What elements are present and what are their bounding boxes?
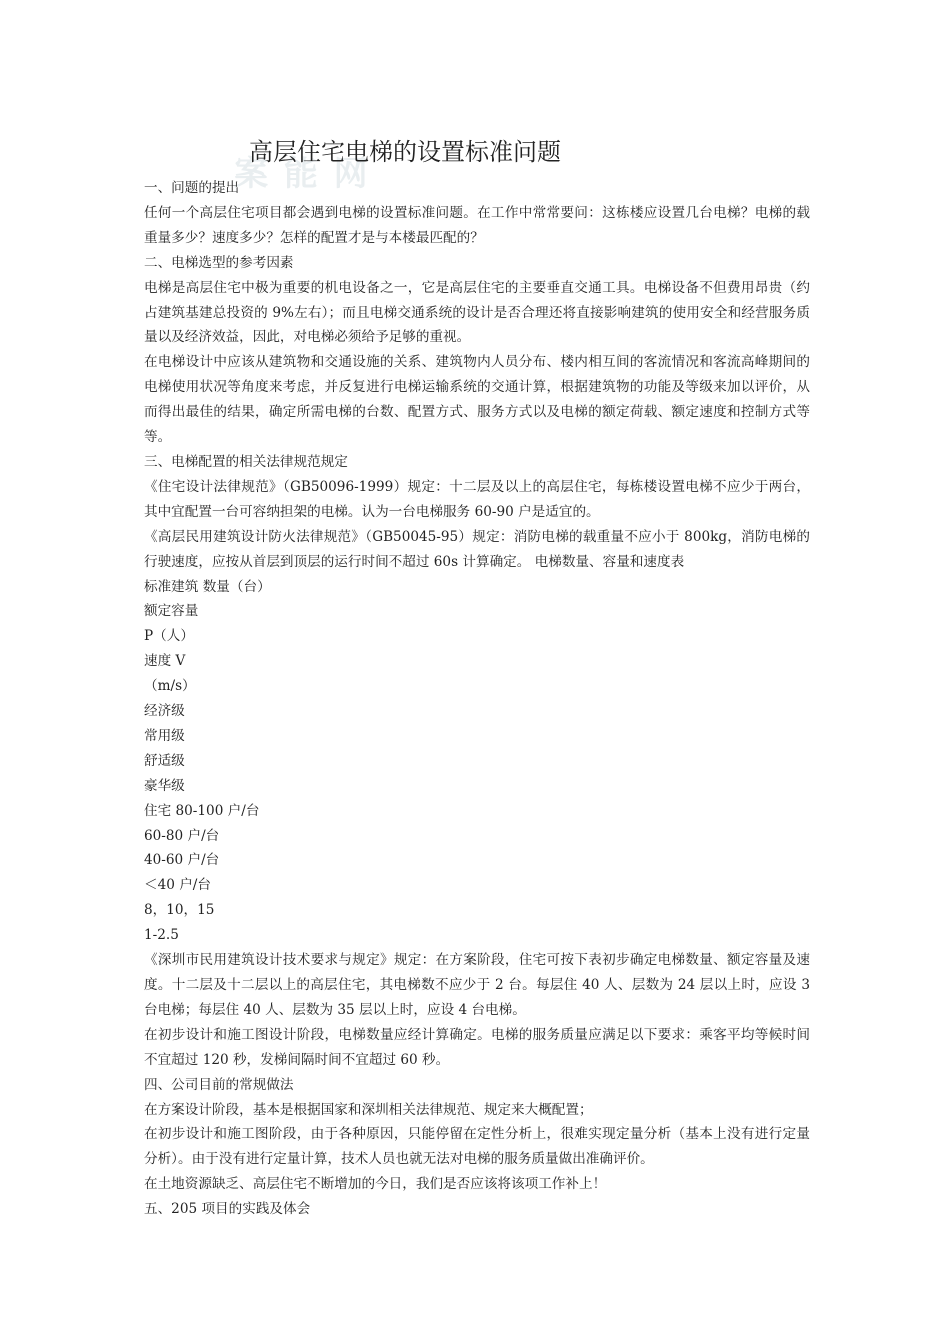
table-line: 舒适级	[144, 752, 185, 769]
table-line: ＜40 户/台	[144, 877, 211, 894]
paragraph: 电梯是高层住宅中极为重要的机电设备之一，它是高层住宅的主要垂直交通工具。电梯设备不但费用昂贵（约占建筑基建总投资的 9%左右）；而且电梯交通系统的设计是否合理还将直接影响建筑的使用安全和经营服务质量以及经济效益，因此，对电梯必须给予足够的重视。	[144, 279, 810, 346]
table-line: P（人）	[144, 628, 194, 645]
paragraph: 在方案设计阶段，基本是根据国家和深圳相关法律规范、规定来大概配置；	[144, 1101, 593, 1118]
table-line: 40-60 户/台	[144, 852, 220, 869]
paragraph: 《深圳市民用建筑设计技术要求与规定》规定：在方案阶段，住宅可按下表初步确定电梯数量、额定容量及速度。十二层及十二层以上的高层住宅，其电梯数不应少于 2 台。每层住 40 人、层数为 24 层以上时，应设 3 台电梯；每层住 40 人、层数为 35 层以上时，应设 4 台电梯。	[144, 952, 810, 1018]
section-heading-3: 三、电梯配置的相关法律规范规定	[144, 453, 348, 470]
paragraph: 在初步设计和施工图阶段，由于各种原因，只能停留在定性分析上，很难实现定量分析（基本上没有进行定量分析）。由于没有进行定量计算，技术人员也就无法对电梯的服务质量做出准确评价。	[144, 1126, 810, 1168]
table-line: 8，10，15	[144, 902, 215, 919]
paragraph: 在初步设计和施工图设计阶段，电梯数量应经计算确定。电梯的服务质量应满足以下要求：乘客平均等候时间不宜超过 120 秒，发梯间隔时间不宜超过 60 秒。	[144, 1026, 810, 1068]
document-body	[144, 176, 810, 1222]
section-heading-4: 四、公司目前的常规做法	[144, 1076, 294, 1093]
table-line: 标准建筑 数量（台）	[144, 578, 271, 595]
table-line: 常用级	[144, 727, 185, 744]
table-line: 速度 V	[144, 653, 186, 670]
watermark-logo: 案 能 网	[234, 154, 370, 194]
table-line: 1-2.5	[144, 927, 179, 944]
section-heading-1: 一、问题的提出	[144, 180, 240, 196]
section-heading-2: 二、电梯选型的参考因素	[144, 254, 294, 271]
section-heading-5: 五、205 项目的实践及体会	[144, 1201, 311, 1218]
page-title: 高层住宅电梯的设置标准问题	[249, 138, 561, 166]
paragraph: 在电梯设计中应该从建筑物和交通设施的关系、建筑物内人员分布、楼内相互间的客流情况和客流高峰期间的电梯使用状况等角度来考虑，并反复进行电梯运输系统的交通计算，根据建筑物的功能及等级来加以评价，从而得出最佳的结果，确定所需电梯的台数、配置方式、服务方式以及电梯的额定荷载、额定速度和控制方式等等。	[144, 354, 810, 446]
table-line: 60-80 户/台	[144, 827, 220, 844]
paragraph: 《高层民用建筑设计防火法律规范》（GB50045-95）规定：消防电梯的载重量不应小于 800kg，消防电梯的行驶速度，应按从首层到顶层的运行时间不超过 60s 计算确定。 电梯数量、容量和速度表	[144, 528, 810, 570]
table-line: 经济级	[144, 703, 185, 720]
paragraph: 《住宅设计法律规范》（GB50096-1999）规定：十二层及以上的高层住宅，每栋楼设置电梯不应少于两台，其中宜配置一台可容纳担架的电梯。认为一台电梯服务 60-90 户是适宜的。	[144, 478, 810, 520]
table-line: 额定容量	[144, 603, 199, 620]
table-line: 豪华级	[144, 777, 185, 794]
paragraph: 任何一个高层住宅项目都会遇到电梯的设置标准问题。在工作中常常要问：这栋楼应设置几台电梯？电梯的载重量多少？速度多少？怎样的配置才是与本楼最匹配的？	[144, 204, 810, 246]
paragraph: 在土地资源缺乏、高层住宅不断增加的今日，我们是否应该将该项工作补上！	[144, 1176, 607, 1193]
table-line: （m/s）	[144, 678, 196, 695]
table-line: 住宅 80-100 户/台	[144, 802, 260, 819]
